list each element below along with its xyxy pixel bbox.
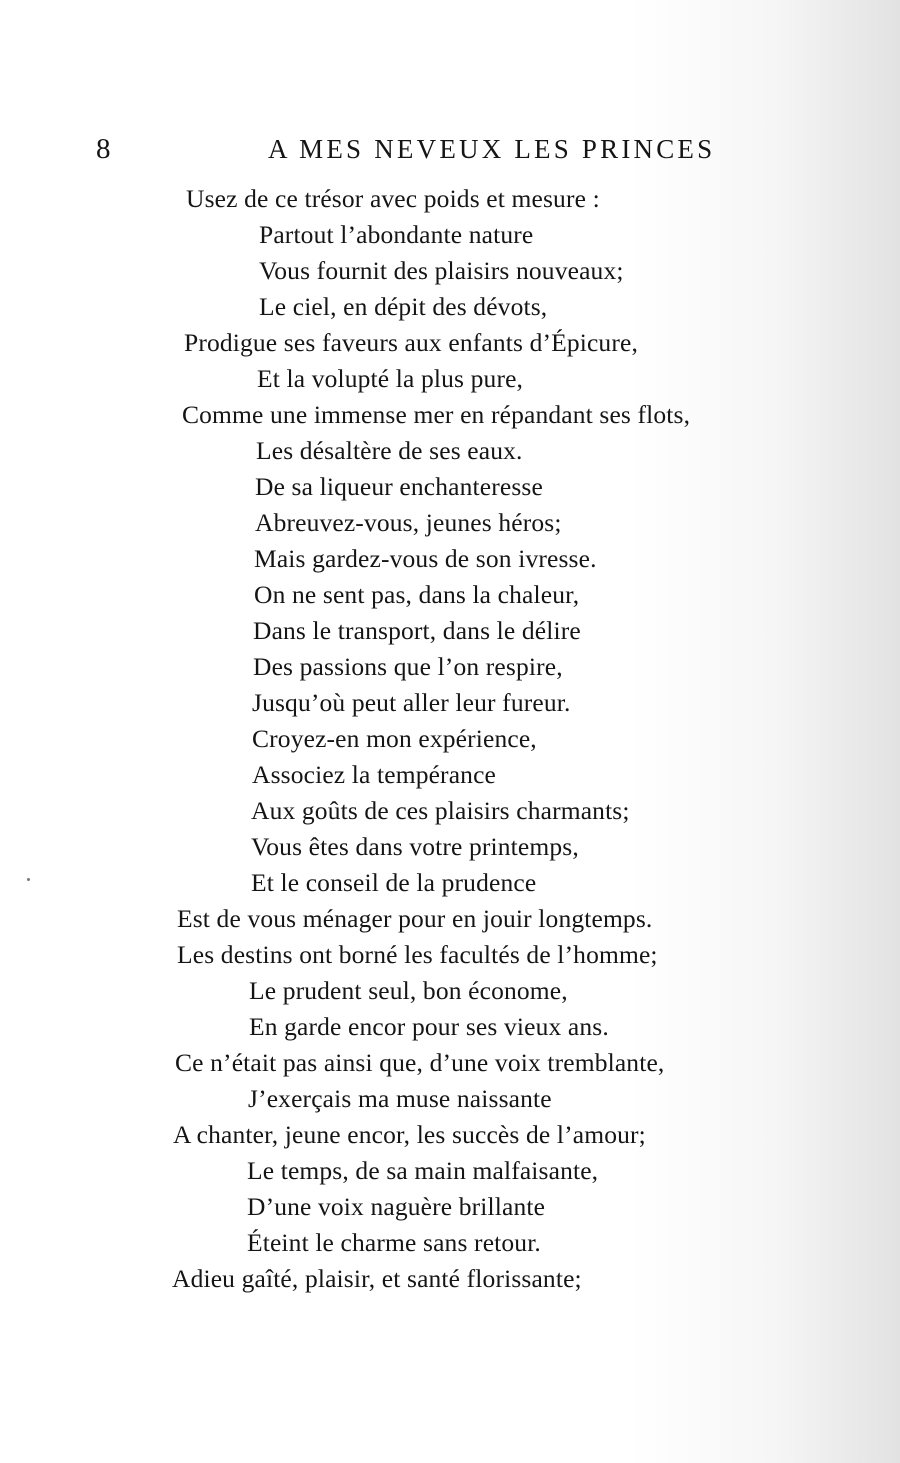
verse-line: Jusqu’où peut aller leur fureur. bbox=[252, 688, 571, 717]
verse-line: Le temps, de sa main malfaisante, bbox=[247, 1156, 599, 1185]
running-title: A MES NEVEUX LES PRINCES bbox=[268, 134, 716, 164]
verse-line: Le ciel, en dépit des dévots, bbox=[259, 292, 548, 321]
verse-line: Ce n’était pas ainsi que, d’une voix tremblante, bbox=[175, 1048, 665, 1077]
verse-line: Dans le transport, dans le délire bbox=[253, 616, 581, 645]
verse-line: Les destins ont borné les facultés de l’homme; bbox=[177, 940, 658, 969]
verse-line: Le prudent seul, bon économe, bbox=[249, 976, 568, 1005]
verse-line: Abreuvez-vous, jeunes héros; bbox=[255, 508, 562, 537]
verse-line: D’une voix naguère brillante bbox=[247, 1192, 546, 1221]
verse-line: Et la volupté la plus pure, bbox=[257, 364, 524, 393]
verse-line: Vous êtes dans votre printemps, bbox=[251, 832, 579, 861]
verse-line: Partout l’abondante nature bbox=[259, 220, 534, 249]
verse-line: Comme une immense mer en répandant ses flots, bbox=[182, 400, 691, 429]
verse-line: Éteint le charme sans retour. bbox=[247, 1228, 541, 1257]
verse-line: Est de vous ménager pour en jouir longtemps. bbox=[177, 904, 653, 933]
verse-line: Adieu gaîté, plaisir, et santé florissante; bbox=[172, 1264, 582, 1293]
verse-line: De sa liqueur enchanteresse bbox=[255, 472, 543, 501]
verse-line: Usez de ce trésor avec poids et mesure : bbox=[186, 184, 600, 213]
verse-line: Vous fournit des plaisirs nouveaux; bbox=[259, 256, 624, 285]
paper-speck bbox=[27, 878, 30, 881]
verse-line: Mais gardez-vous de son ivresse. bbox=[254, 544, 597, 573]
verse-line: Des passions que l’on respire, bbox=[253, 652, 563, 681]
verse-line: Croyez-en mon expérience, bbox=[252, 724, 537, 753]
verse-line: En garde encor pour ses vieux ans. bbox=[249, 1012, 609, 1041]
page-number: 8 bbox=[96, 133, 111, 165]
verse-line: Prodigue ses faveurs aux enfants d’Épicure, bbox=[184, 328, 638, 357]
verse-line: Les désaltère de ses eaux. bbox=[256, 436, 523, 465]
verse-line: Et le conseil de la prudence bbox=[251, 868, 537, 897]
verse-line: Associez la tempérance bbox=[252, 760, 497, 789]
verse-line: A chanter, jeune encor, les succès de l’amour; bbox=[173, 1120, 646, 1149]
verse-line: J’exerçais ma muse naissante bbox=[248, 1084, 552, 1113]
verse-line: On ne sent pas, dans la chaleur, bbox=[254, 580, 580, 609]
verse-line: Aux goûts de ces plaisirs charmants; bbox=[251, 796, 630, 825]
